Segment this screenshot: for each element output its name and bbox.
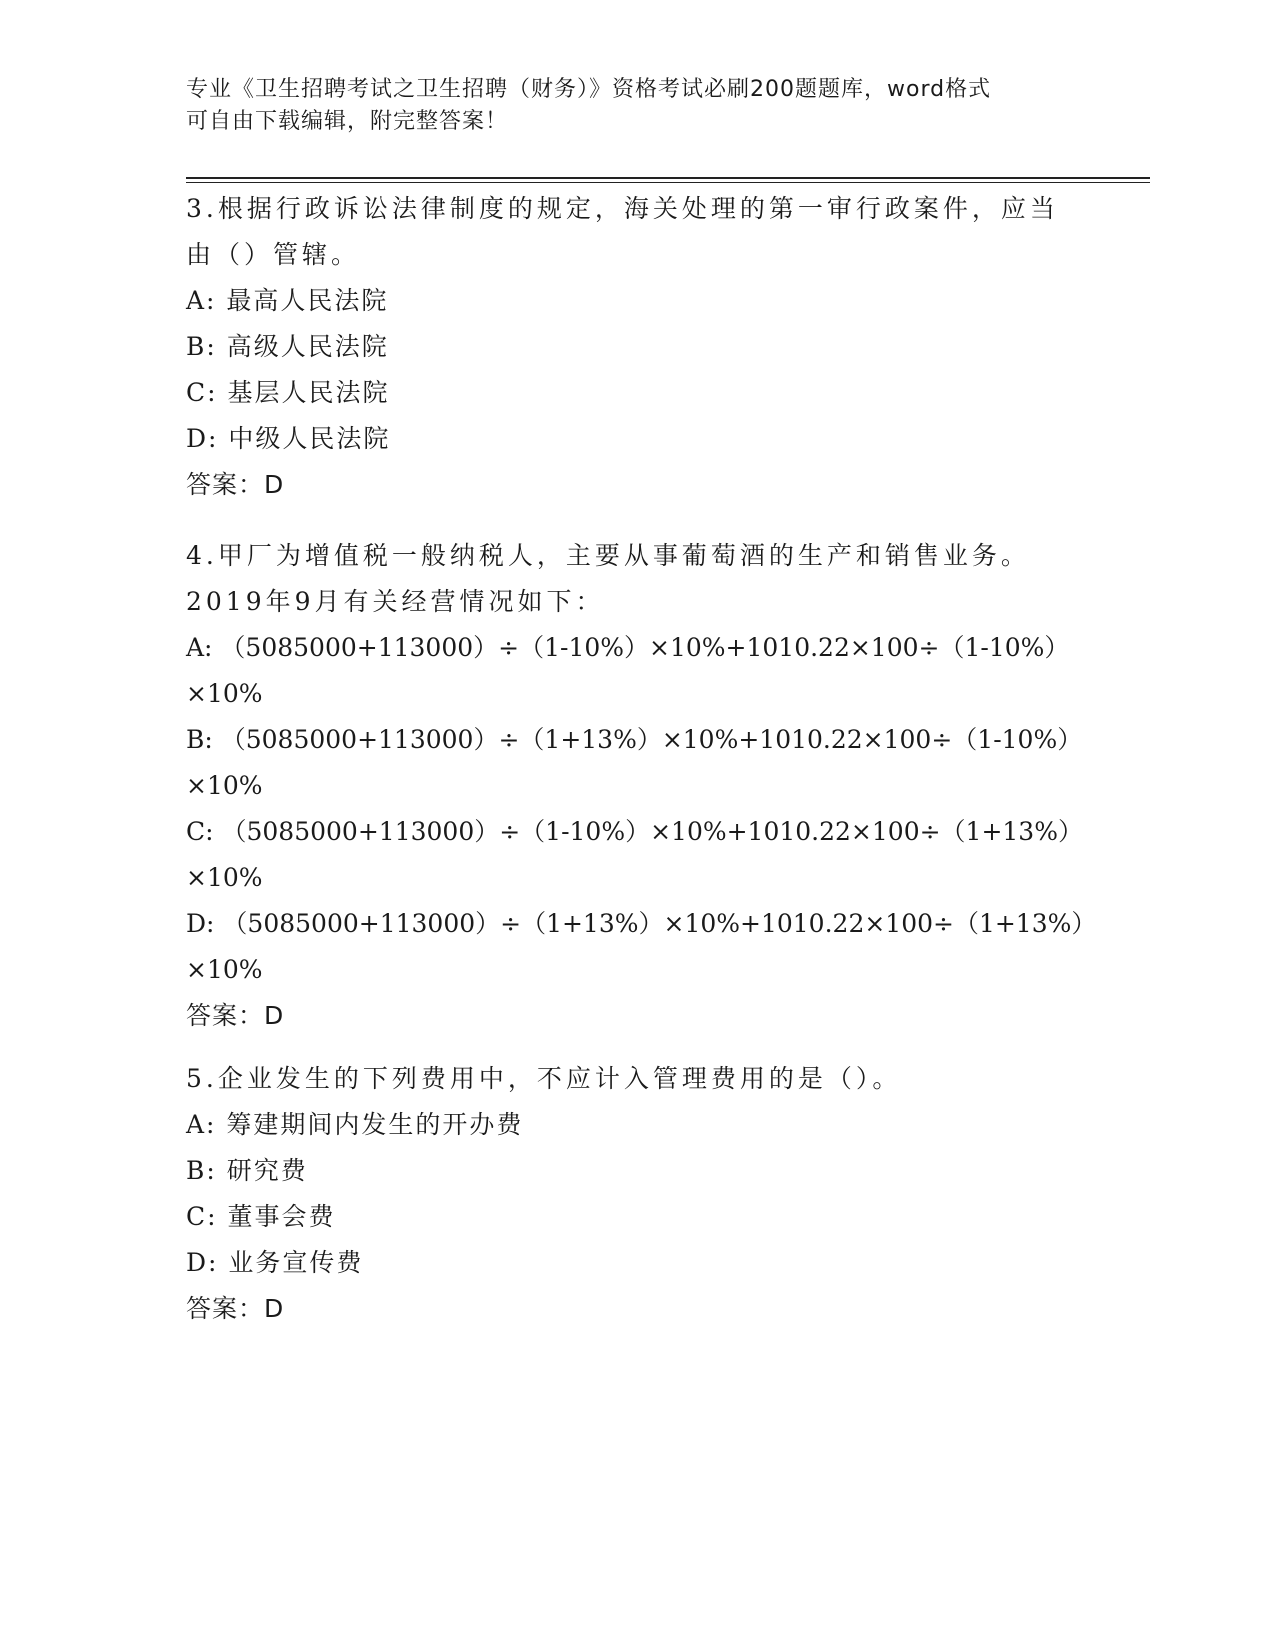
option-b: B: 研究费 [186,1156,308,1185]
question-stem-line: 3.根据行政诉讼法律制度的规定，海关处理的第一审行政案件，应当 [186,194,1059,223]
option-c: C: 董事会费 [186,1202,336,1231]
option-c: C: （5085000+113000）÷（1-10%）×10%+1010.22×100÷（1+13%） [186,817,1083,846]
option-d-continued: ×10% [186,955,263,984]
answer: 答案：D [186,1294,285,1323]
question-stem-line: 由（）管辖。 [186,240,361,269]
question-3 [186,186,1086,508]
document-header [186,74,1066,138]
answer: 答案：D [186,1001,285,1030]
option-a: A: （5085000+113000）÷（1-10%）×10%+1010.22×100÷（1-10%） [186,633,1070,662]
option-b: B: （5085000+113000）÷（1+13%）×10%+1010.22×100÷（1-10%） [186,725,1083,754]
option-b: B: 高级人民法院 [186,332,389,361]
option-b-continued: ×10% [186,771,263,800]
option-c: C: 基层人民法院 [186,378,390,407]
option-a: A: 筹建期间内发生的开办费 [186,1110,524,1139]
option-a: A: 最高人民法院 [186,286,389,315]
question-stem-line: 4.甲厂为增值税一般纳税人，主要从事葡萄酒的生产和销售业务。 [186,541,1030,570]
option-a-continued: ×10% [186,679,263,708]
header-divider-thin [186,182,1150,183]
header-divider-thick [186,177,1150,179]
header-line-2: 可自由下载编辑，附完整答案！ [186,109,509,134]
header-line-1: 专业《卫生招聘考试之卫生招聘（财务）》资格考试必刷200题题库，word格式 [186,77,992,102]
question-5 [186,1056,1086,1332]
question-4 [186,533,1097,1039]
option-d: D: 业务宣传费 [186,1248,364,1277]
question-stem-line: 5.企业发生的下列费用中，不应计入管理费用的是（）。 [186,1064,902,1093]
answer: 答案：D [186,470,285,499]
question-stem-line: 2019年9月有关经营情况如下： [186,587,605,616]
option-c-continued: ×10% [186,863,263,892]
option-d: D: （5085000+113000）÷（1+13%）×10%+1010.22×100÷（1+13%） [186,909,1097,938]
option-d: D: 中级人民法院 [186,424,391,453]
